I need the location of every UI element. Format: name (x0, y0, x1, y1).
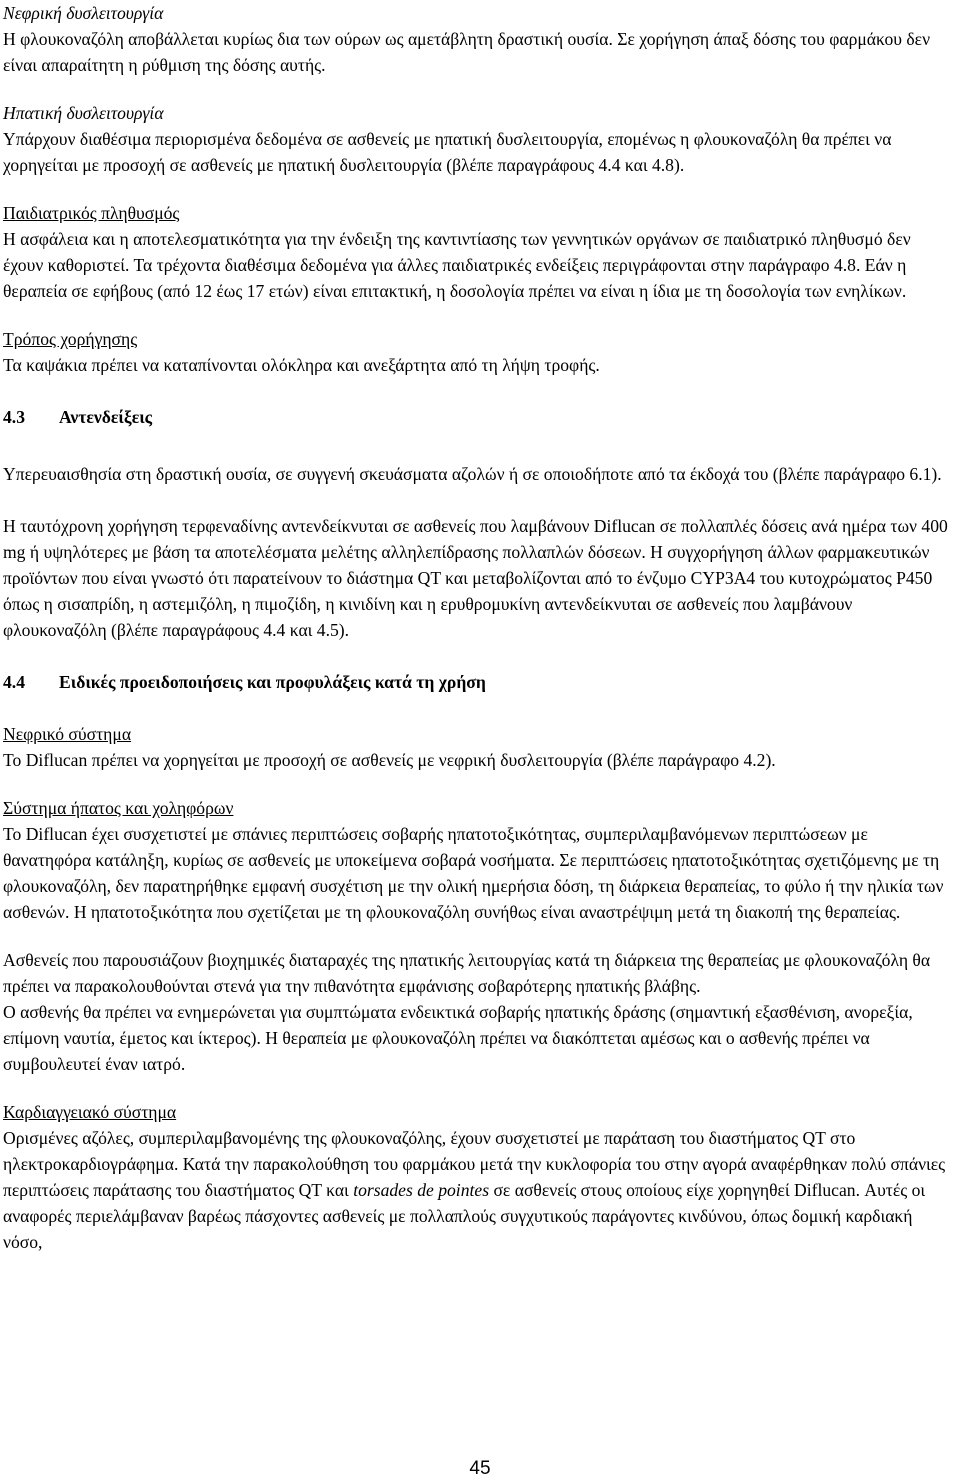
hepatobiliary-para-3b: Η θεραπεία με φλουκοναζόλη πρέπει να διακόπτεται αμέσως και ο ασθενής πρέπει να συμβουλευτεί έναν ιατρό. (3, 1028, 870, 1074)
spacer (3, 487, 955, 513)
hepatobiliary-title: Σύστημα ήπατος και χοληφόρων (3, 798, 234, 818)
paediatric-text-part-1: Η ασφάλεια και η αποτελεσματικότητα για την ένδειξη της καντιντίασης των γεννητικών οργάνων σε παιδιατρικό πληθυσμό δεν έχουν καθοριστεί. (3, 229, 911, 275)
spacer (3, 925, 955, 947)
hepatobiliary-para-3 (3, 999, 955, 1077)
renal-impairment-title: Νεφρική δυσλειτουργία (3, 3, 164, 23)
document-page (3, 0, 955, 1255)
page-number: 45 (469, 1458, 491, 1479)
spacer (3, 378, 955, 404)
spacer (3, 78, 955, 100)
administration-text: Τα καψάκια πρέπει να καταπίνονται ολόκληρα και ανεξάρτητα από τη λήψη τροφής. (3, 355, 600, 375)
torsades-term: torsades de pointes (353, 1180, 490, 1200)
section-number: 4.4 (3, 672, 25, 692)
contraindications-para-1: Υπερευαισθησία στη δραστική ουσία, σε συγγενή σκευάσματα αζολών ή σε οποιοδήποτε από τα έκδοχά του (βλέπε παράγραφο 6.1). (3, 464, 942, 484)
contraindications-para-2a: Η ταυτόχρονη χορήγηση τερφεναδίνης αντενδείκνυται σε ασθενείς που λαμβάνουν Diflucan σε πολλαπλές δόσεις ανά ημέρα των 400 mg ή υψηλότερες με βάση τα αποτελέσματα μελέτης αλληλεπίδρασης πολλαπλών δόσεων. (3, 516, 948, 562)
paediatric-title: Παιδιατρικός πληθυσμός (3, 203, 180, 223)
administration-title: Τρόπος χορήγησης (3, 329, 138, 349)
renal-system-title: Νεφρικό σύστημα (3, 724, 132, 744)
cardiovascular-text-part-4: Αυτές οι αναφορές περιελάμβαναν βαρέως πάσχοντες ασθενείς με πολλαπλούς συγχυτικούς παράγοντες κινδύνου, όπως δομική καρδιακή νόσο, (3, 1180, 926, 1252)
spacer (3, 1077, 955, 1099)
hepatic-impairment-text: Υπάρχουν διαθέσιμα περιορισμένα δεδομένα σε ασθενείς με ηπατική δυσλειτουργία, επομένως η φλουκοναζόλη θα πρέπει να χορηγείται με προσοχή σε ασθενείς με ηπατική δυσλειτουργία (βλέπε παραγράφους 4.4 και 4.8). (3, 129, 892, 175)
section-4-4-heading (3, 669, 955, 695)
section-title: Ειδικές προειδοποιήσεις και προφυλάξεις κατά τη χρήση (59, 672, 486, 692)
cardiovascular-text-part-3: σε ασθενείς στους οποίους είχε χορηγηθεί Diflucan. (493, 1180, 860, 1200)
renal-system-text: Το Diflucan πρέπει να χορηγείται με προσοχή σε ασθενείς με νεφρική δυσλειτουργία (βλέπε παράγραφο 4.2). (3, 750, 776, 770)
spacer (3, 178, 955, 200)
hepatobiliary-para-2: Ασθενείς που παρουσιάζουν βιοχημικές διαταραχές της ηπατικής λειτουργίας κατά τη διάρκεια της θεραπείας με φλουκοναζόλη θα πρέπει να παρακολουθούνται στενά για την πιθανότητα εμφάνισης σοβαρότερης ηπατικής βλάβης. (3, 950, 931, 996)
cardiovascular-title: Καρδιαγγειακό σύστημα (3, 1102, 177, 1122)
hepatobiliary-para-3a: Ο ασθενής θα πρέπει να ενημερώνεται για συμπτώματα ενδεικτικά σοβαρής ηπατικής δράσης (σημαντική εξασθένιση, ανορεξία, επίμονη ναυτία, έμετος και ίκτερος). (3, 1002, 913, 1048)
paediatric-text (3, 226, 955, 304)
spacer (3, 430, 955, 461)
cardiovascular-text-part-1: Ορισμένες αζόλες, συμπεριλαμβανομένης της φλουκοναζόλης, έχουν συσχετιστεί με παράταση του διαστήματος QT στο ηλεκτροκαρδιογράφημα. (3, 1128, 856, 1174)
hepatic-impairment-title: Ηπατική δυσλειτουργία (3, 103, 164, 123)
hepatobiliary-text-part-2: Σε περιπτώσεις ηπατοτοξικότητας σχετιζόμενης με τη φλουκοναζόλη, δεν παρατηρήθηκε εμφανή συσχέτιση με την ολική ημερήσια δόση, τη διάρκεια θεραπείας, το φύλο ή την ηλικία των ασθενών. (3, 850, 944, 922)
paediatric-text-part-2: Τα τρέχοντα διαθέσιμα δεδομένα για άλλες παιδιατρικές ενδείξεις περιγράφονται στην παράγραφο 4.8. Εάν η θεραπεία σε εφήβους (από 12 έως 17 ετών) είναι επιτακτική, η δοσολογία πρέπει να είναι η ίδια με τη δοσολογία των ενηλίκων. (3, 255, 907, 301)
section-4-3-heading (3, 404, 955, 430)
renal-impairment-text: Η φλουκοναζόλη αποβάλλεται κυρίως δια των ούρων ως αμετάβλητη δραστική ουσία. Σε χορήγηση άπαξ δόσης του φαρμάκου δεν είναι απαραίτητη η ρύθμιση της δόσης αυτής. (3, 29, 931, 75)
hepatobiliary-text-part-3: Η ηπατοτοξικότητα που σχετίζεται με τη φλουκοναζόλη συνήθως είναι αναστρέψιμη μετά τη διακοπή της θεραπείας. (73, 902, 901, 922)
cardiovascular-text-part-2: Κατά την παρακολούθηση του φαρμάκου μετά την κυκλοφορία του στην αγορά αναφέρθηκαν πολύ σπάνιες περιπτώσεις παράτασης του διαστήματος QT και (3, 1154, 946, 1200)
spacer (3, 773, 955, 795)
section-number: 4.3 (3, 407, 25, 427)
spacer (3, 304, 955, 326)
contraindications-para-2b: Η συγχορήγηση άλλων φαρμακευτικών προϊόντων που είναι γνωστό ότι παρατείνουν το διάστημα QT και μεταβολίζονται από το ένζυμο CYP3A4 του κυτοχρώματος P450 όπως η σισαπρίδη, η αστεμιζόλη, η πιμοζίδη, η κινιδίνη και η ερυθρομυκίνη αντενδείκνυται σε ασθενείς που λαμβάνουν φλουκοναζόλη (βλέπε παραγράφους 4.4 και 4.5). (3, 542, 933, 640)
hepatobiliary-text (3, 821, 955, 925)
cardiovascular-text (3, 1125, 955, 1255)
section-title: Αντενδείξεις (59, 407, 153, 427)
spacer (3, 695, 955, 721)
contraindications-para-2 (3, 513, 955, 643)
hepatobiliary-text-part-1: Το Diflucan έχει συσχετιστεί με σπάνιες περιπτώσεις σοβαρής ηπατοτοξικότητας, συμπεριλαμβανόμενων περιπτώσεων με θανατηφόρα κατάληξη, κυρίως σε ασθενείς με υποκείμενα σοβαρά νοσήματα. (3, 824, 868, 870)
spacer (3, 643, 955, 669)
